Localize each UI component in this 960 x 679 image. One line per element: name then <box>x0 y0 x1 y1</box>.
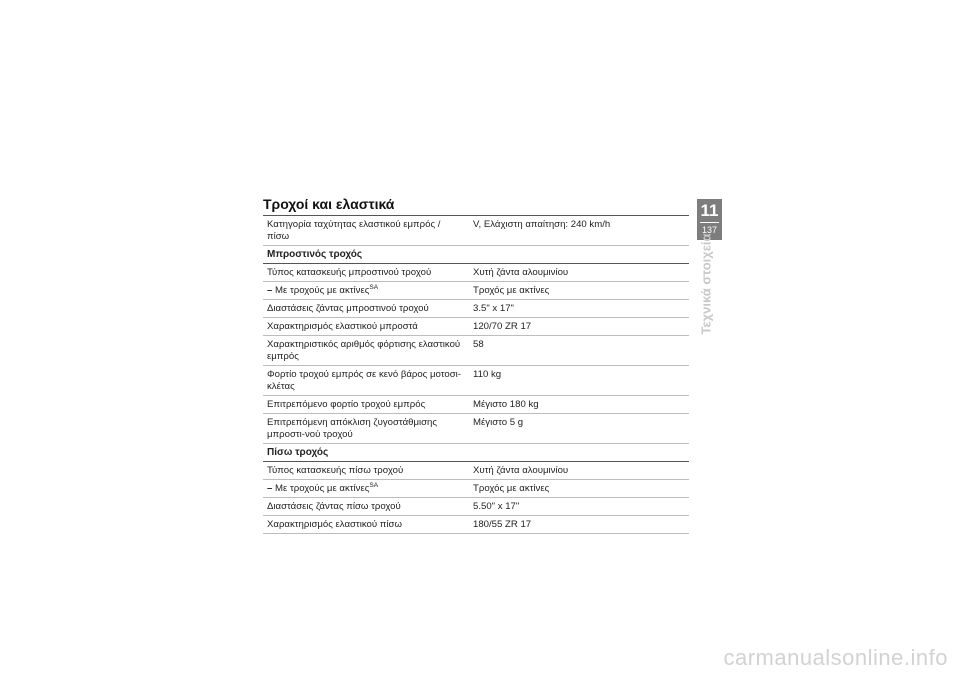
chapter-side-title: Τεχνικά στοιχεία <box>698 233 714 335</box>
spec-value: 3.5" x 17" <box>469 300 689 318</box>
dash-bullet: – <box>267 483 273 494</box>
spec-label: Επιτρεπόμενη απόκλιση ζυγοστάθμισης μπροστι-νού τροχού <box>263 414 469 444</box>
spec-label: Χαρακτηριστικός αριθμός φόρτισης ελαστικού εμπρός <box>263 336 469 366</box>
table-row <box>263 216 689 246</box>
spec-value: 58 <box>469 336 689 366</box>
table-row <box>263 480 689 498</box>
page-number: 137 <box>701 225 718 235</box>
watermark-text: carmanualsonline.info <box>723 645 948 670</box>
spec-label: Επιτρεπόμενο φορτίο τροχού εμπρός <box>263 396 469 414</box>
table-row <box>263 318 689 336</box>
spec-label: Με τροχούς με ακτίνες <box>275 483 370 494</box>
spec-label: Χαρακτηρισμός ελαστικού μπροστά <box>263 318 469 336</box>
table-row <box>263 414 689 444</box>
spec-value: Χυτή ζάντα αλουμινίου <box>469 462 689 480</box>
spec-label: Φορτίο τροχού εμπρός σε κενό βάρος μοτοσι-κλέτας <box>263 366 469 396</box>
table-row <box>263 366 689 396</box>
spec-value: 5.50" x 17" <box>469 498 689 516</box>
spec-label: Κατηγορία ταχύτητας ελαστικού εμπρός / πίσω <box>263 216 469 246</box>
table-row <box>263 498 689 516</box>
dash-bullet: – <box>267 285 273 296</box>
spec-label: Με τροχούς με ακτίνες <box>275 285 370 296</box>
spec-label-cell <box>263 282 469 300</box>
table-row <box>263 264 689 282</box>
spec-label-cell <box>263 480 469 498</box>
spec-label: Τύπος κατασκευής μπροστινού τροχού <box>263 264 469 282</box>
table-row <box>263 516 689 534</box>
section-title: Τροχοί και ελαστικά <box>263 196 395 212</box>
spec-value: Χυτή ζάντα αλουμινίου <box>469 264 689 282</box>
spec-label: Τύπος κατασκευής πίσω τροχού <box>263 462 469 480</box>
section-row-front-wheel <box>263 246 689 264</box>
wheels-tyres-spec-table <box>263 215 689 534</box>
table-row <box>263 282 689 300</box>
spec-value: 120/70 ZR 17 <box>469 318 689 336</box>
spec-value: 110 kg <box>469 366 689 396</box>
table-row <box>263 462 689 480</box>
section-heading: Μπροστινός τροχός <box>263 246 689 264</box>
spec-label: Διαστάσεις ζάντας μπροστινού τροχού <box>263 300 469 318</box>
spec-value: 180/55 ZR 17 <box>469 516 689 534</box>
spec-value: Τροχός με ακτίνες <box>469 480 689 498</box>
spec-label: Χαρακτηρισμός ελαστικού πίσω <box>263 516 469 534</box>
optional-equipment-sup: SA <box>369 481 379 489</box>
spec-value: Μέγιστο 180 kg <box>469 396 689 414</box>
spec-value: Μέγιστο 5 g <box>469 414 689 444</box>
section-heading: Πίσω τροχός <box>263 444 689 462</box>
chapter-number: 11 <box>700 201 719 220</box>
table-row <box>263 336 689 366</box>
spec-label: Διαστάσεις ζάντας πίσω τροχού <box>263 498 469 516</box>
spec-value: V, Ελάχιστη απαίτηση: 240 km/h <box>469 216 689 246</box>
table-row <box>263 300 689 318</box>
optional-equipment-sup: SA <box>369 283 379 291</box>
table-row <box>263 396 689 414</box>
spec-value: Τροχός με ακτίνες <box>469 282 689 300</box>
section-row-rear-wheel <box>263 444 689 462</box>
